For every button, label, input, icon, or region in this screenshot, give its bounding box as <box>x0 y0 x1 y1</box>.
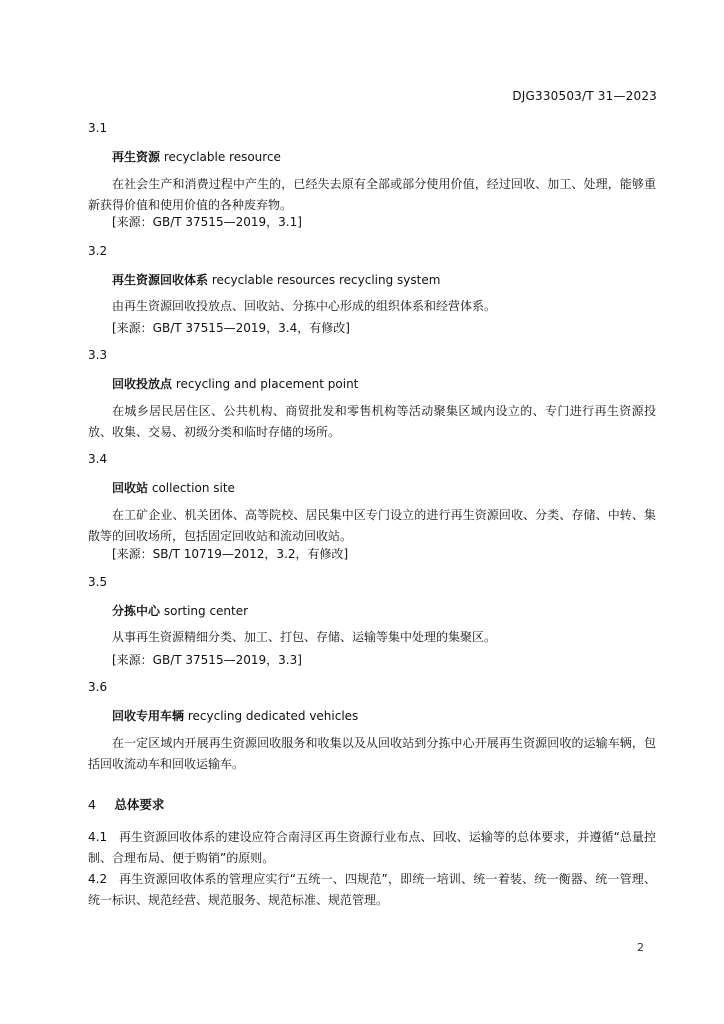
term-source: [来源：GB/T 37515—2019，3.3] <box>112 653 302 667</box>
term-definition: 由再生资源回收投放点、回收站、分拣中心形成的组织体系和经营体系。 <box>112 299 497 313</box>
term-heading <box>112 602 248 619</box>
term-en: recycling and placement point <box>175 377 359 391</box>
term-source: [来源：SB/T 10719—2012，3.2，有修改] <box>112 547 349 561</box>
term-en: sorting center <box>163 604 249 618</box>
term-number: 3.5 <box>88 575 108 589</box>
term-heading <box>112 375 358 392</box>
term-source: [来源：GB/T 37515—2019，3.1] <box>112 215 302 229</box>
term-number: 3.1 <box>88 121 108 135</box>
term-cn: 回收投放点 <box>112 377 173 391</box>
term-number: 3.6 <box>88 680 108 694</box>
doc-code-header: DJG330503/T 31—2023 <box>512 89 657 103</box>
clause-number: 4.2 <box>88 872 108 886</box>
term-en: recyclable resource <box>163 150 281 164</box>
clause-text: 再生资源回收体系的管理应实行“五统一、四规范”，即统一培训、统一着装、统一衡器、统一管理、统一标识、规范经营、规范服务、规范标准、规范管理。 <box>88 872 656 907</box>
term-heading <box>112 148 281 165</box>
clause-number: 4.1 <box>88 830 108 844</box>
term-cn: 再生资源 <box>112 150 161 164</box>
term-number: 3.3 <box>88 348 108 362</box>
term-en: collection site <box>151 481 235 495</box>
term-definition: 在一定区域内开展再生资源回收服务和收集以及从回收站到分拣中心开展再生资源回收的运输车辆，包括回收流动车和回收运输车。 <box>88 736 656 771</box>
term-source: [来源：GB/T 37515—2019，3.4，有修改] <box>112 321 350 335</box>
clause-4-2 <box>88 869 656 911</box>
page-number: 2 <box>637 941 644 954</box>
clause-text: 再生资源回收体系的建设应符合南浔区再生资源行业布点、回收、运输等的总体要求，并遵循“总量控制、合理布局、便于购销”的原则。 <box>88 830 656 865</box>
clause-4-1 <box>88 827 656 869</box>
term-en: recycling dedicated vehicles <box>187 709 359 723</box>
chapter-title: 总体要求 <box>114 797 165 812</box>
term-cn: 分拣中心 <box>112 604 161 618</box>
term-cn: 回收站 <box>112 481 149 495</box>
term-number: 3.2 <box>88 244 108 258</box>
term-definition: 在城乡居民居住区、公共机构、商贸批发和零售机构等活动聚集区域内设立的、专门进行再生资源投放、收集、交易、初级分类和临时存储的场所。 <box>88 404 656 439</box>
term-definition: 在社会生产和消费过程中产生的，已经失去原有全部或部分使用价值，经过回收、加工、处理，能够重新获得价值和使用价值的各种废弃物。 <box>88 177 656 212</box>
term-cn: 回收专用车辆 <box>112 709 185 723</box>
term-number: 3.4 <box>88 452 108 466</box>
term-definition: 在工矿企业、机关团体、高等院校、居民集中区专门设立的进行再生资源回收、分类、存储、中转、集散等的回收场所，包括固定回收站和流动回收站。 <box>88 508 656 543</box>
term-heading <box>112 271 440 288</box>
term-cn: 再生资源回收体系 <box>112 273 209 287</box>
term-heading <box>112 479 235 496</box>
term-definition: 从事再生资源精细分类、加工、打包、存储、运输等集中处理的集聚区。 <box>112 630 497 644</box>
chapter-number: 4 <box>88 797 96 812</box>
chapter-heading <box>88 795 164 813</box>
term-heading <box>112 707 358 724</box>
term-en: recyclable resources recycling system <box>211 273 441 287</box>
